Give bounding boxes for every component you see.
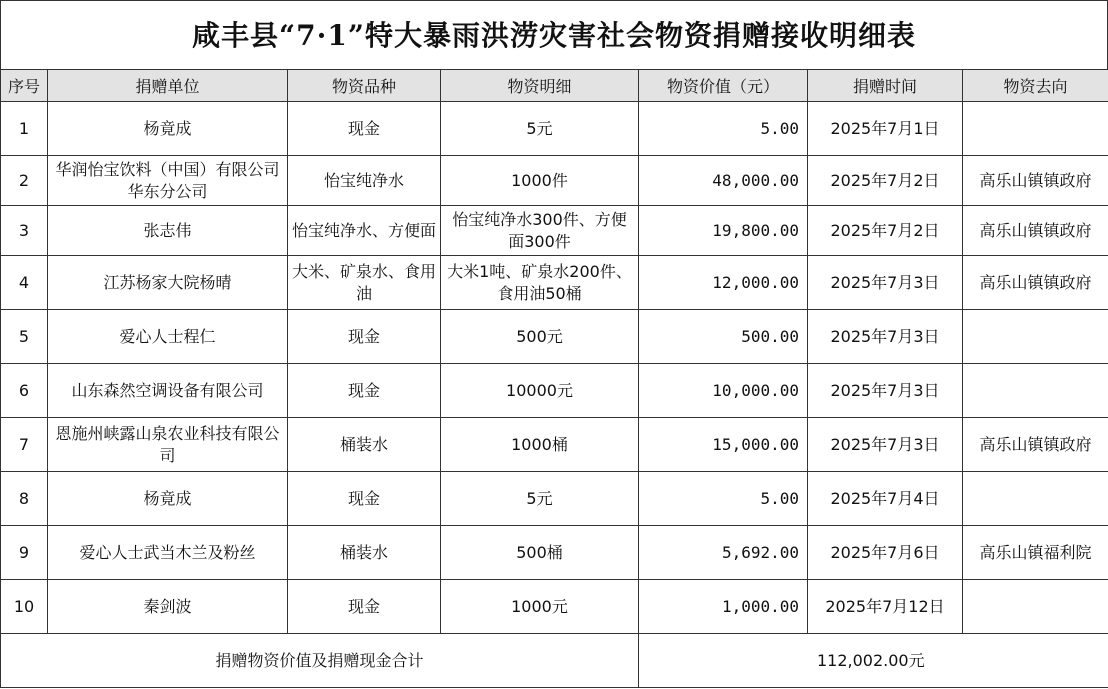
donation-table [0, 69, 1108, 688]
cell-value: 15,000.00 [639, 418, 808, 472]
cell-date: 2025年7月2日 [808, 206, 963, 256]
cell-detail: 怡宝纯净水300件、方便面300件 [441, 206, 639, 256]
cell-donor: 山东森然空调设备有限公司 [48, 364, 288, 418]
cell-donor: 张志伟 [48, 206, 288, 256]
cell-detail: 1000桶 [441, 418, 639, 472]
cell-type: 怡宝纯净水、方便面 [288, 206, 441, 256]
cell-detail: 大米1吨、矿泉水200件、食用油50桶 [441, 256, 639, 310]
cell-detail: 5元 [441, 472, 639, 526]
header-date: 捐赠时间 [808, 70, 963, 102]
cell-dest: 高乐山镇镇政府 [963, 256, 1108, 310]
cell-value: 5.00 [639, 102, 808, 156]
sheet-title: 咸丰县“7·1”特大暴雨洪涝灾害社会物资捐赠接收明细表 [0, 0, 1108, 69]
table-row [1, 206, 1108, 256]
cell-date: 2025年7月2日 [808, 156, 963, 206]
cell-dest: 高乐山镇福利院 [963, 526, 1108, 580]
header-detail: 物资明细 [441, 70, 639, 102]
cell-no: 6 [1, 364, 48, 418]
cell-no: 1 [1, 102, 48, 156]
cell-detail: 1000件 [441, 156, 639, 206]
cell-no: 4 [1, 256, 48, 310]
table-row [1, 256, 1108, 310]
table-row [1, 310, 1108, 364]
cell-value: 10,000.00 [639, 364, 808, 418]
cell-value: 5,692.00 [639, 526, 808, 580]
cell-date: 2025年7月4日 [808, 472, 963, 526]
table-row [1, 364, 1108, 418]
cell-type: 桶装水 [288, 418, 441, 472]
cell-date: 2025年7月6日 [808, 526, 963, 580]
cell-value: 12,000.00 [639, 256, 808, 310]
cell-type: 怡宝纯净水 [288, 156, 441, 206]
total-value: 112,002.00元 [639, 634, 1108, 688]
cell-donor: 爱心人士程仁 [48, 310, 288, 364]
table-row [1, 580, 1108, 634]
cell-donor: 杨竟成 [48, 472, 288, 526]
cell-date: 2025年7月1日 [808, 102, 963, 156]
cell-no: 5 [1, 310, 48, 364]
cell-type: 大米、矿泉水、食用油 [288, 256, 441, 310]
header-dest: 物资去向 [963, 70, 1108, 102]
header-type: 物资品种 [288, 70, 441, 102]
cell-value: 5.00 [639, 472, 808, 526]
cell-no: 10 [1, 580, 48, 634]
cell-dest [963, 102, 1108, 156]
cell-value: 1,000.00 [639, 580, 808, 634]
cell-detail: 10000元 [441, 364, 639, 418]
cell-value: 500.00 [639, 310, 808, 364]
cell-type: 现金 [288, 310, 441, 364]
total-label: 捐赠物资价值及捐赠现金合计 [1, 634, 639, 688]
cell-date: 2025年7月3日 [808, 418, 963, 472]
cell-value: 48,000.00 [639, 156, 808, 206]
cell-dest [963, 310, 1108, 364]
cell-date: 2025年7月3日 [808, 310, 963, 364]
cell-date: 2025年7月3日 [808, 256, 963, 310]
header-no: 序号 [1, 70, 48, 102]
cell-dest: 高乐山镇镇政府 [963, 418, 1108, 472]
cell-date: 2025年7月12日 [808, 580, 963, 634]
cell-donor: 江苏杨家大院杨晴 [48, 256, 288, 310]
cell-type: 现金 [288, 472, 441, 526]
cell-dest [963, 472, 1108, 526]
cell-detail: 1000元 [441, 580, 639, 634]
cell-type: 现金 [288, 364, 441, 418]
header-row [1, 70, 1108, 102]
cell-donor: 华润怡宝饮料（中国）有限公司华东分公司 [48, 156, 288, 206]
cell-no: 3 [1, 206, 48, 256]
cell-type: 现金 [288, 580, 441, 634]
cell-donor: 爱心人士武当木兰及粉丝 [48, 526, 288, 580]
cell-value: 19,800.00 [639, 206, 808, 256]
cell-donor: 秦剑波 [48, 580, 288, 634]
cell-donor: 杨竟成 [48, 102, 288, 156]
table-row [1, 102, 1108, 156]
cell-dest: 高乐山镇镇政府 [963, 206, 1108, 256]
cell-dest [963, 364, 1108, 418]
header-donor: 捐赠单位 [48, 70, 288, 102]
cell-no: 7 [1, 418, 48, 472]
table-row [1, 418, 1108, 472]
cell-dest [963, 580, 1108, 634]
header-value: 物资价值（元） [639, 70, 808, 102]
cell-detail: 5元 [441, 102, 639, 156]
table-row [1, 156, 1108, 206]
cell-no: 2 [1, 156, 48, 206]
cell-type: 桶装水 [288, 526, 441, 580]
cell-no: 8 [1, 472, 48, 526]
cell-date: 2025年7月3日 [808, 364, 963, 418]
table-row [1, 526, 1108, 580]
table-row [1, 472, 1108, 526]
total-row [1, 634, 1108, 688]
cell-detail: 500元 [441, 310, 639, 364]
cell-donor: 恩施州峡露山泉农业科技有限公司 [48, 418, 288, 472]
cell-dest: 高乐山镇镇政府 [963, 156, 1108, 206]
cell-detail: 500桶 [441, 526, 639, 580]
cell-no: 9 [1, 526, 48, 580]
cell-type: 现金 [288, 102, 441, 156]
